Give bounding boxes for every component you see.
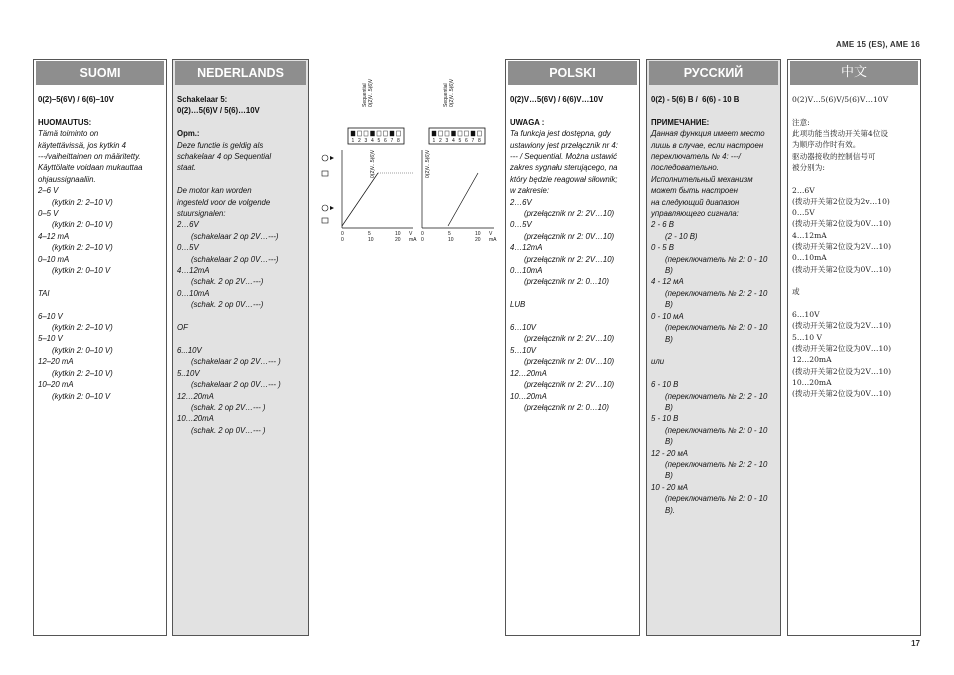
text-line: (przełącznik nr 2: 2V…10) bbox=[524, 334, 615, 344]
column-title-polski: POLSKI bbox=[508, 61, 637, 85]
dip-label: 2 bbox=[358, 138, 361, 144]
text-line: 6…10V bbox=[792, 310, 820, 320]
text-line: 被分别为: bbox=[792, 162, 825, 172]
text-line: 12…20mA bbox=[510, 368, 547, 378]
dip-label: 5 bbox=[458, 138, 462, 144]
text-line: (schak. 2 op 2V…--- ) bbox=[191, 402, 266, 412]
text-line: Ta funkcja jest dostępna, gdy bbox=[510, 129, 611, 139]
text-line: на следующий диапазон bbox=[651, 197, 740, 207]
text-line: 10 - 20 мА bbox=[651, 482, 688, 492]
text-line: (переключатель № 2: 2 - 10 В) bbox=[665, 459, 770, 481]
column-polski bbox=[505, 59, 640, 636]
column-body-chinese bbox=[788, 85, 920, 399]
text-line: 0(2)–5(6V) / 6(6)–10V bbox=[38, 95, 114, 104]
text-line: 4–12 mA bbox=[38, 231, 70, 241]
dip-label: 8 bbox=[478, 138, 481, 144]
text-line: (kytkin 2: 2–10 V) bbox=[52, 323, 113, 333]
dip-label: 4 bbox=[452, 138, 455, 144]
signal-chart-right bbox=[422, 150, 494, 228]
text-line: 0…5V bbox=[177, 243, 199, 253]
text-line: последовательно. bbox=[651, 163, 719, 173]
column-title-russian: РУССКИЙ bbox=[649, 61, 778, 85]
text-line: 2…6V bbox=[510, 197, 532, 207]
text-line bbox=[651, 345, 776, 356]
axis-tick-label: 20 bbox=[395, 237, 401, 243]
dip-toggle bbox=[439, 131, 443, 136]
text-line bbox=[177, 174, 304, 185]
dip-toggle bbox=[364, 131, 368, 136]
text-line: ПРИМЕЧАНИЕ: bbox=[651, 117, 710, 127]
text-line: stuursignalen: bbox=[177, 209, 226, 219]
dip-toggle bbox=[358, 131, 362, 136]
dip-switch-right bbox=[425, 78, 485, 178]
dip-toggle bbox=[458, 131, 462, 136]
dip-label: 6 bbox=[384, 138, 387, 144]
dip-toggle bbox=[351, 131, 355, 136]
text-line: ustawiony jest przełącznik nr 4: bbox=[510, 140, 618, 150]
text-line: 0(2)…5(6)V / 5(6)…10V bbox=[177, 106, 260, 116]
column-title-suomi: SUOMI bbox=[36, 61, 164, 85]
text-line: TAI bbox=[38, 288, 50, 298]
text-line: может быть настроен bbox=[651, 186, 738, 196]
text-line: (schakelaar 2 op 2V…--- ) bbox=[191, 357, 281, 367]
axis-tick-label: 10 bbox=[448, 237, 454, 243]
text-line: 0…10mA bbox=[510, 266, 543, 276]
rotate-ccw-icon bbox=[322, 205, 334, 223]
rotate-cw-icon bbox=[322, 155, 334, 176]
text-line: 0(2)V…5(6)V/5(6)V…10V bbox=[792, 95, 889, 104]
axis-tick-label: mA bbox=[409, 237, 417, 243]
axis-tick-label: 10 bbox=[395, 231, 401, 237]
text-line bbox=[510, 105, 635, 116]
text-line bbox=[792, 298, 916, 309]
switch-range-left: 0(2)V...5(6)V bbox=[370, 149, 376, 178]
text-line: (przełącznik nr 2: 2V…10) bbox=[524, 380, 615, 390]
text-line: 2 - 6 В bbox=[651, 220, 674, 230]
switch-sub-left: 0(2)V...5(6)V bbox=[368, 78, 374, 107]
text-line: Schakelaar 5: bbox=[177, 95, 228, 104]
axis-tick-label: 5 bbox=[368, 231, 371, 237]
text-line bbox=[38, 276, 162, 287]
text-line: (2 - 10 В) bbox=[665, 231, 698, 241]
text-line: (拨动开关第2位设为0V…10) bbox=[792, 219, 892, 229]
text-line bbox=[651, 105, 776, 116]
text-line bbox=[792, 275, 916, 286]
text-line: schakelaar 4 op Sequential bbox=[177, 152, 272, 162]
switch-range-right: 0(2)V...5(6)V bbox=[425, 149, 431, 178]
dip-label: 4 bbox=[371, 138, 374, 144]
text-line: ---/vaiheittainen on määritetty. bbox=[38, 152, 141, 162]
axis-tick-label: mA bbox=[489, 237, 497, 243]
text-line: ohjaussignaaliin. bbox=[38, 174, 96, 184]
column-russian bbox=[646, 59, 781, 636]
text-line bbox=[651, 368, 776, 379]
axis-tick-label: 5 bbox=[448, 231, 451, 237]
dip-label: 6 bbox=[465, 138, 468, 144]
column-title-nederlands: NEDERLANDS bbox=[175, 61, 306, 85]
text-line: (kytkin 2: 2–10 V) bbox=[52, 197, 113, 207]
text-line: zakres sygnału sterującego, na bbox=[510, 163, 618, 173]
axis-tick-label: 20 bbox=[475, 237, 481, 243]
dip-label: 3 bbox=[445, 138, 449, 144]
text-line: 0…10mA bbox=[177, 288, 210, 298]
text-line: 6...10V bbox=[177, 345, 202, 355]
text-line: käytettävissä, jos kytkin 4 bbox=[38, 140, 126, 150]
text-line: или bbox=[651, 357, 665, 367]
text-line: 4…12mA bbox=[792, 230, 827, 240]
text-line: (schakelaar 2 op 0V…--- ) bbox=[191, 380, 281, 390]
text-line: (переключатель № 2: 0 - 10 В) bbox=[665, 425, 770, 447]
text-line bbox=[510, 311, 635, 322]
axis-tick-label: 0 bbox=[421, 237, 424, 243]
switch-sub-right: 0(2)V...5(6)V bbox=[449, 78, 455, 107]
text-line: 0…5V bbox=[792, 208, 815, 218]
column-chinese bbox=[787, 59, 921, 636]
text-line: 12 - 20 мА bbox=[651, 448, 688, 458]
text-line: (переключатель № 2: 0 - 10 В). bbox=[665, 494, 770, 515]
text-line: 4 - 12 мА bbox=[651, 277, 684, 287]
dip-toggle bbox=[471, 131, 475, 136]
text-line: (przełącznik nr 2: 0…10) bbox=[524, 277, 609, 287]
text-line: (przełącznik nr 2: 0V…10) bbox=[524, 357, 615, 367]
text-line: 5…10 V bbox=[792, 332, 822, 342]
text-line: (schak. 2 op 0V…--- ) bbox=[191, 425, 266, 435]
text-line: переключатель № 4: ---/ bbox=[651, 152, 741, 162]
text-line: który będzie reagował siłownik; bbox=[510, 174, 618, 184]
text-line: 注意: bbox=[792, 117, 810, 127]
text-line: 6–10 V bbox=[38, 311, 63, 321]
text-line bbox=[38, 105, 162, 116]
text-line: Tämä toiminto on bbox=[38, 129, 99, 139]
text-line: (kytkin 2: 2–10 V) bbox=[52, 243, 113, 253]
dip-toggle bbox=[384, 131, 388, 136]
text-line: Käyttölaite voidaan mukauttaa bbox=[38, 163, 143, 173]
text-line: (拨动开关第2位设为0V…10) bbox=[792, 343, 892, 353]
text-line: (kytkin 2: 0–10 V) bbox=[52, 345, 113, 355]
text-line: (przełącznik nr 2: 0…10) bbox=[524, 402, 609, 412]
text-line: 10–20 mA bbox=[38, 380, 74, 390]
axis-tick-label: 0 bbox=[421, 231, 424, 237]
text-line: (przełącznik nr 2: 2V…10) bbox=[524, 254, 615, 264]
text-line: OF bbox=[177, 323, 188, 333]
diagram-svg bbox=[318, 78, 498, 248]
text-line: (kytkin 2: 0–10 V) bbox=[52, 220, 113, 230]
text-line: 10…20mA bbox=[510, 391, 547, 401]
dip-toggle bbox=[432, 131, 436, 136]
column-nederlands bbox=[172, 59, 309, 636]
response-line-left bbox=[342, 173, 378, 226]
text-line: Исполнительный механизм bbox=[651, 174, 753, 184]
text-line: 0–5 V bbox=[38, 209, 59, 219]
text-line: (переключатель № 2: 0 - 10 В) bbox=[665, 254, 770, 276]
text-line: (przełącznik nr 2: 2V…10) bbox=[524, 209, 615, 219]
column-title-chinese: 中文 bbox=[790, 61, 918, 85]
text-line: staat. bbox=[177, 163, 197, 173]
column-body-suomi bbox=[34, 85, 166, 402]
dip-label: 1 bbox=[351, 138, 355, 144]
text-line: Данная функция имеет место bbox=[651, 129, 765, 139]
text-line: (переключатель № 2: 0 - 10 В) bbox=[665, 323, 770, 344]
text-line: 5–10 V bbox=[38, 334, 63, 344]
wiring-diagram bbox=[318, 78, 498, 248]
dip-label: 1 bbox=[432, 138, 436, 144]
text-line: 2–6 V bbox=[38, 186, 59, 196]
text-line: 0…5V bbox=[510, 220, 532, 230]
text-line: (拨动开关第2位设为2v…10) bbox=[792, 196, 890, 206]
signal-chart-left bbox=[342, 150, 413, 228]
dip-label: 8 bbox=[397, 138, 400, 144]
dip-toggle bbox=[445, 131, 449, 136]
dip-toggle bbox=[390, 131, 394, 136]
text-line: Deze functie is geldig als bbox=[177, 140, 264, 150]
switch-caption-right: Sequential bbox=[443, 83, 449, 107]
text-line bbox=[177, 311, 304, 322]
response-line-right bbox=[448, 173, 478, 226]
dip-switch-left bbox=[348, 78, 404, 178]
text-line bbox=[792, 173, 916, 184]
dip-label: 7 bbox=[390, 138, 394, 144]
text-line: UWAGA : bbox=[510, 117, 545, 127]
dip-toggle bbox=[371, 131, 375, 136]
page-header-model: AME 15 (ES), AME 16 bbox=[836, 40, 920, 49]
dip-label: 3 bbox=[364, 138, 368, 144]
text-line bbox=[38, 299, 162, 310]
text-line: 12–20 mA bbox=[38, 357, 74, 367]
text-line: (переключатель № 2: 2 - 10 В) bbox=[665, 288, 770, 310]
text-line: 5 - 10 В bbox=[651, 414, 679, 424]
column-body-polski bbox=[506, 85, 639, 413]
dip-label: 7 bbox=[471, 138, 475, 144]
text-line: ingesteld voor de volgende bbox=[177, 197, 271, 207]
text-line: LUB bbox=[510, 300, 526, 310]
column-suomi bbox=[33, 59, 167, 636]
text-line: 0–10 mA bbox=[38, 254, 70, 264]
text-line: 6…10V bbox=[510, 323, 537, 333]
text-line: 0 - 5 В bbox=[651, 243, 674, 253]
axis-tick-label: 0 bbox=[341, 237, 344, 243]
axis-tick-label: 10 bbox=[368, 237, 374, 243]
text-line: 0…10mA bbox=[792, 253, 827, 263]
dip-label: 2 bbox=[439, 138, 442, 144]
text-line: 0(2)V…5(6V) / 6(6)V…10V bbox=[510, 95, 604, 104]
text-line bbox=[510, 288, 635, 299]
text-line: --- / Sequential. Można ustawić bbox=[510, 152, 618, 162]
text-line: (拨动开关第2位设为2V…10) bbox=[792, 242, 892, 252]
text-line: (schakelaar 2 op 0V…---) bbox=[191, 254, 279, 264]
page-number: 17 bbox=[911, 639, 920, 648]
text-line: 5..10V bbox=[177, 368, 200, 378]
text-line: (schakelaar 2 op 2V…---) bbox=[191, 231, 279, 241]
column-body-russian bbox=[647, 85, 780, 516]
text-line: (拨动开关第2位设为0V…10) bbox=[792, 264, 892, 274]
axis-tick-label: V bbox=[409, 231, 413, 237]
axis-tick-label: V bbox=[489, 231, 493, 237]
text-line: 0 - 10 мА bbox=[651, 311, 684, 321]
axis-tick-label: 0 bbox=[341, 231, 344, 237]
dip-toggle bbox=[478, 131, 482, 136]
dip-toggle bbox=[465, 131, 469, 136]
column-body-nederlands bbox=[173, 85, 308, 436]
axis-tick-label: 10 bbox=[475, 231, 481, 237]
text-line: 2…6V bbox=[792, 185, 815, 195]
dip-label: 5 bbox=[377, 138, 381, 144]
text-line: 6 - 10 В bbox=[651, 380, 679, 390]
text-line: 5…10V bbox=[510, 345, 537, 355]
dip-toggle bbox=[452, 131, 456, 136]
text-line bbox=[177, 117, 304, 128]
text-line: 12…20mA bbox=[177, 391, 214, 401]
text-line: 0(2) - 5(6) B / 6(6) - 10 B bbox=[651, 95, 740, 104]
text-line: 驱动器接收的控制信号可 bbox=[792, 151, 876, 161]
text-line: (kytkin 2: 0–10 V bbox=[52, 266, 111, 276]
text-line: w zakresie: bbox=[510, 186, 549, 196]
text-line: Opm.: bbox=[177, 129, 200, 139]
dip-toggle bbox=[377, 131, 381, 136]
text-line: (schak. 2 op 0V…---) bbox=[191, 300, 264, 310]
text-line: (拨动开关第2位设为2V…10) bbox=[792, 366, 892, 376]
text-line bbox=[792, 105, 916, 116]
text-line: 此项功能当拨动开关第4位设 bbox=[792, 128, 888, 138]
switch-caption-left: Sequential bbox=[362, 83, 368, 107]
text-line: 10…20mA bbox=[177, 414, 214, 424]
text-line: (kytkin 2: 2–10 V) bbox=[52, 368, 113, 378]
text-line: (переключатель № 2: 2 - 10 В) bbox=[665, 391, 770, 412]
text-line: лишь в случае, если настроен bbox=[651, 140, 764, 150]
text-line: (kytkin 2: 0–10 V bbox=[52, 391, 111, 401]
text-line: (schak. 2 op 2V…---) bbox=[191, 277, 264, 287]
text-line: 10…20mA bbox=[792, 377, 832, 387]
text-line: 12…20mA bbox=[792, 355, 832, 365]
text-line: (拨动开关第2位设为2V…10) bbox=[792, 321, 892, 331]
text-line: (przełącznik nr 2: 0V…10) bbox=[524, 231, 615, 241]
text-line: 4…12mA bbox=[510, 243, 543, 253]
text-line: 为顺序动作时有效。 bbox=[792, 140, 861, 150]
text-line bbox=[177, 333, 304, 344]
dip-toggle bbox=[397, 131, 401, 136]
text-line: 或 bbox=[792, 287, 800, 297]
text-line: 4…12mA bbox=[177, 266, 210, 276]
text-line: управляющего сигнала: bbox=[651, 209, 739, 219]
text-line: HUOMAUTUS: bbox=[38, 117, 92, 127]
text-line: 2…6V bbox=[177, 220, 199, 230]
text-line: (拨动开关第2位设为0V…10) bbox=[792, 389, 892, 399]
text-line: De motor kan worden bbox=[177, 186, 252, 196]
